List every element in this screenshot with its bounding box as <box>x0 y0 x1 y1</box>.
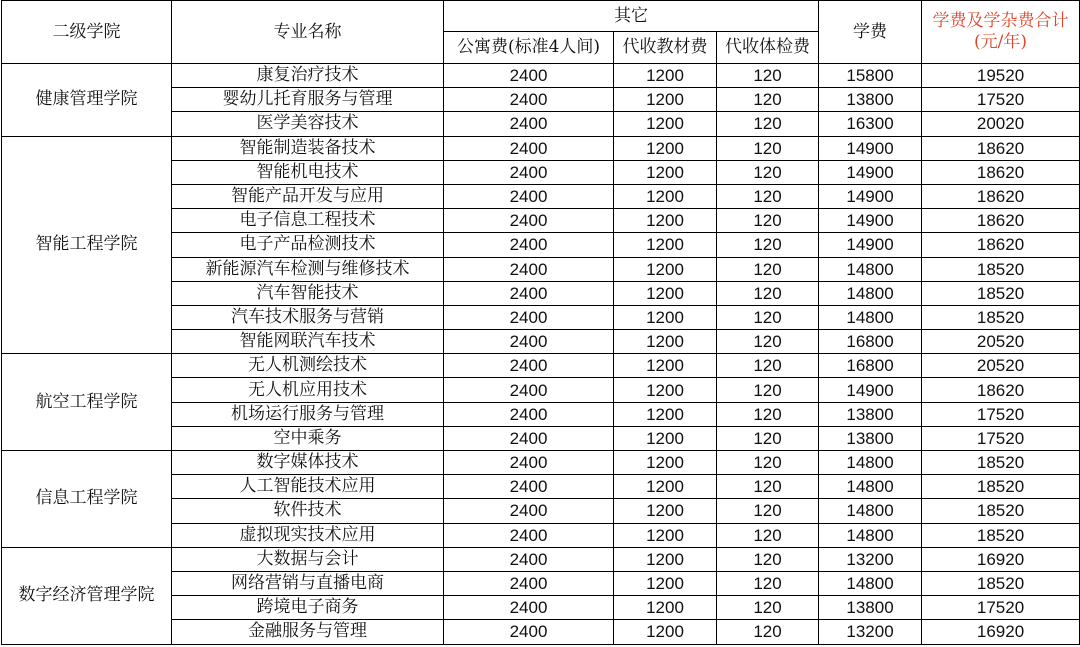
major-cell: 金融服务与管理 <box>172 620 444 644</box>
major-cell: 电子信息工程技术 <box>172 209 444 233</box>
header-total-line1: 学费及学杂费合计 <box>932 10 1069 31</box>
textbook-fee-cell: 1200 <box>614 354 717 378</box>
apartment-fee-cell: 2400 <box>444 112 614 136</box>
college-cell: 健康管理学院 <box>2 64 172 137</box>
apartment-fee-cell: 2400 <box>444 620 614 644</box>
physical-fee-cell: 120 <box>717 571 819 595</box>
college-cell: 信息工程学院 <box>2 451 172 548</box>
apartment-fee-cell: 2400 <box>444 281 614 305</box>
major-cell: 大数据与会计 <box>172 547 444 571</box>
apartment-fee-cell: 2400 <box>444 88 614 112</box>
physical-fee-cell: 120 <box>717 184 819 208</box>
physical-fee-cell: 120 <box>717 257 819 281</box>
tuition-cell: 14800 <box>819 257 922 281</box>
major-cell: 无人机测绘技术 <box>172 354 444 378</box>
header-physical: 代收体检费 <box>717 32 819 64</box>
physical-fee-cell: 120 <box>717 426 819 450</box>
physical-fee-cell: 120 <box>717 112 819 136</box>
apartment-fee-cell: 2400 <box>444 378 614 402</box>
header-tuition: 学费 <box>819 1 922 64</box>
major-cell: 机场运行服务与管理 <box>172 402 444 426</box>
total-cell: 16920 <box>922 547 1080 571</box>
tuition-cell: 14800 <box>819 475 922 499</box>
apartment-fee-cell: 2400 <box>444 451 614 475</box>
textbook-fee-cell: 1200 <box>614 499 717 523</box>
physical-fee-cell: 120 <box>717 499 819 523</box>
textbook-fee-cell: 1200 <box>614 112 717 136</box>
header-total <box>922 1 1080 64</box>
major-cell: 康复治疗技术 <box>172 64 444 88</box>
textbook-fee-cell: 1200 <box>614 281 717 305</box>
physical-fee-cell: 120 <box>717 354 819 378</box>
total-cell: 18520 <box>922 523 1080 547</box>
apartment-fee-cell: 2400 <box>444 402 614 426</box>
textbook-fee-cell: 1200 <box>614 402 717 426</box>
major-cell: 软件技术 <box>172 499 444 523</box>
total-cell: 18520 <box>922 499 1080 523</box>
textbook-fee-cell: 1200 <box>614 475 717 499</box>
physical-fee-cell: 120 <box>717 64 819 88</box>
apartment-fee-cell: 2400 <box>444 160 614 184</box>
textbook-fee-cell: 1200 <box>614 184 717 208</box>
physical-fee-cell: 120 <box>717 330 819 354</box>
textbook-fee-cell: 1200 <box>614 88 717 112</box>
physical-fee-cell: 120 <box>717 88 819 112</box>
tuition-cell: 16300 <box>819 112 922 136</box>
tuition-cell: 14800 <box>819 281 922 305</box>
textbook-fee-cell: 1200 <box>614 571 717 595</box>
major-cell: 智能机电技术 <box>172 160 444 184</box>
table-row <box>2 354 1080 378</box>
total-cell: 18620 <box>922 184 1080 208</box>
tuition-cell: 14900 <box>819 160 922 184</box>
major-cell: 智能制造装备技术 <box>172 136 444 160</box>
college-cell: 航空工程学院 <box>2 354 172 451</box>
major-cell: 婴幼儿托育服务与管理 <box>172 88 444 112</box>
major-cell: 智能网联汽车技术 <box>172 330 444 354</box>
physical-fee-cell: 120 <box>717 378 819 402</box>
apartment-fee-cell: 2400 <box>444 571 614 595</box>
table-row <box>2 451 1080 475</box>
apartment-fee-cell: 2400 <box>444 305 614 329</box>
apartment-fee-cell: 2400 <box>444 233 614 257</box>
major-cell: 汽车智能技术 <box>172 281 444 305</box>
tuition-cell: 14800 <box>819 451 922 475</box>
apartment-fee-cell: 2400 <box>444 330 614 354</box>
textbook-fee-cell: 1200 <box>614 523 717 547</box>
table-row <box>2 547 1080 571</box>
physical-fee-cell: 120 <box>717 596 819 620</box>
total-cell: 18620 <box>922 233 1080 257</box>
total-cell: 17520 <box>922 88 1080 112</box>
major-cell: 新能源汽车检测与维修技术 <box>172 257 444 281</box>
header-total-line2: (元/年) <box>974 32 1028 52</box>
total-cell: 18520 <box>922 257 1080 281</box>
apartment-fee-cell: 2400 <box>444 426 614 450</box>
total-cell: 18620 <box>922 378 1080 402</box>
major-cell: 空中乘务 <box>172 426 444 450</box>
textbook-fee-cell: 1200 <box>614 378 717 402</box>
tuition-cell: 16800 <box>819 354 922 378</box>
college-cell: 数字经济管理学院 <box>2 547 172 644</box>
total-cell: 18520 <box>922 305 1080 329</box>
total-cell: 18520 <box>922 571 1080 595</box>
tuition-cell: 13200 <box>819 547 922 571</box>
physical-fee-cell: 120 <box>717 305 819 329</box>
table-row <box>2 136 1080 160</box>
major-cell: 网络营销与直播电商 <box>172 571 444 595</box>
tuition-cell: 13800 <box>819 402 922 426</box>
total-cell: 19520 <box>922 64 1080 88</box>
total-cell: 20520 <box>922 354 1080 378</box>
total-cell: 17520 <box>922 596 1080 620</box>
header-apartment: 公寓费(标准4人间) <box>444 32 614 64</box>
physical-fee-cell: 120 <box>717 451 819 475</box>
textbook-fee-cell: 1200 <box>614 233 717 257</box>
total-cell: 18520 <box>922 281 1080 305</box>
physical-fee-cell: 120 <box>717 402 819 426</box>
physical-fee-cell: 120 <box>717 233 819 257</box>
total-cell: 17520 <box>922 402 1080 426</box>
textbook-fee-cell: 1200 <box>614 209 717 233</box>
major-cell: 人工智能技术应用 <box>172 475 444 499</box>
total-cell: 16920 <box>922 620 1080 644</box>
major-cell: 无人机应用技术 <box>172 378 444 402</box>
tuition-cell: 14900 <box>819 184 922 208</box>
tuition-cell: 13800 <box>819 88 922 112</box>
apartment-fee-cell: 2400 <box>444 136 614 160</box>
tuition-cell: 14800 <box>819 571 922 595</box>
physical-fee-cell: 120 <box>717 547 819 571</box>
tuition-cell: 14800 <box>819 305 922 329</box>
tuition-cell: 16800 <box>819 330 922 354</box>
total-cell: 20520 <box>922 330 1080 354</box>
textbook-fee-cell: 1200 <box>614 330 717 354</box>
header-textbook: 代收教材费 <box>614 32 717 64</box>
textbook-fee-cell: 1200 <box>614 64 717 88</box>
tuition-cell: 13800 <box>819 426 922 450</box>
tuition-cell: 15800 <box>819 64 922 88</box>
total-cell: 18520 <box>922 475 1080 499</box>
major-cell: 虚拟现实技术应用 <box>172 523 444 547</box>
table-body <box>2 64 1080 645</box>
tuition-cell: 14800 <box>819 523 922 547</box>
apartment-fee-cell: 2400 <box>444 523 614 547</box>
apartment-fee-cell: 2400 <box>444 64 614 88</box>
tuition-cell: 14900 <box>819 136 922 160</box>
apartment-fee-cell: 2400 <box>444 354 614 378</box>
header-college: 二级学院 <box>2 1 172 64</box>
total-cell: 17520 <box>922 426 1080 450</box>
tuition-cell: 13200 <box>819 620 922 644</box>
apartment-fee-cell: 2400 <box>444 209 614 233</box>
physical-fee-cell: 120 <box>717 475 819 499</box>
textbook-fee-cell: 1200 <box>614 426 717 450</box>
apartment-fee-cell: 2400 <box>444 475 614 499</box>
textbook-fee-cell: 1200 <box>614 305 717 329</box>
physical-fee-cell: 120 <box>717 523 819 547</box>
total-cell: 18620 <box>922 209 1080 233</box>
physical-fee-cell: 120 <box>717 281 819 305</box>
tuition-cell: 13800 <box>819 596 922 620</box>
tuition-cell: 14900 <box>819 209 922 233</box>
major-cell: 电子产品检测技术 <box>172 233 444 257</box>
textbook-fee-cell: 1200 <box>614 136 717 160</box>
textbook-fee-cell: 1200 <box>614 547 717 571</box>
physical-fee-cell: 120 <box>717 136 819 160</box>
major-cell: 医学美容技术 <box>172 112 444 136</box>
tuition-cell: 14900 <box>819 233 922 257</box>
tuition-cell: 14900 <box>819 378 922 402</box>
textbook-fee-cell: 1200 <box>614 596 717 620</box>
fee-table <box>1 0 1080 645</box>
major-cell: 数字媒体技术 <box>172 451 444 475</box>
apartment-fee-cell: 2400 <box>444 547 614 571</box>
table-row <box>2 64 1080 88</box>
major-cell: 汽车技术服务与营销 <box>172 305 444 329</box>
header-major: 专业名称 <box>172 1 444 64</box>
major-cell: 智能产品开发与应用 <box>172 184 444 208</box>
apartment-fee-cell: 2400 <box>444 499 614 523</box>
apartment-fee-cell: 2400 <box>444 184 614 208</box>
apartment-fee-cell: 2400 <box>444 596 614 620</box>
total-cell: 18620 <box>922 136 1080 160</box>
header-other: 其它 <box>444 1 819 32</box>
total-cell: 20020 <box>922 112 1080 136</box>
major-cell: 跨境电子商务 <box>172 596 444 620</box>
college-cell: 智能工程学院 <box>2 136 172 354</box>
apartment-fee-cell: 2400 <box>444 257 614 281</box>
physical-fee-cell: 120 <box>717 620 819 644</box>
textbook-fee-cell: 1200 <box>614 451 717 475</box>
textbook-fee-cell: 1200 <box>614 620 717 644</box>
tuition-cell: 14800 <box>819 499 922 523</box>
total-cell: 18520 <box>922 451 1080 475</box>
total-cell: 18620 <box>922 160 1080 184</box>
table-header <box>2 1 1080 64</box>
textbook-fee-cell: 1200 <box>614 160 717 184</box>
physical-fee-cell: 120 <box>717 209 819 233</box>
physical-fee-cell: 120 <box>717 160 819 184</box>
textbook-fee-cell: 1200 <box>614 257 717 281</box>
